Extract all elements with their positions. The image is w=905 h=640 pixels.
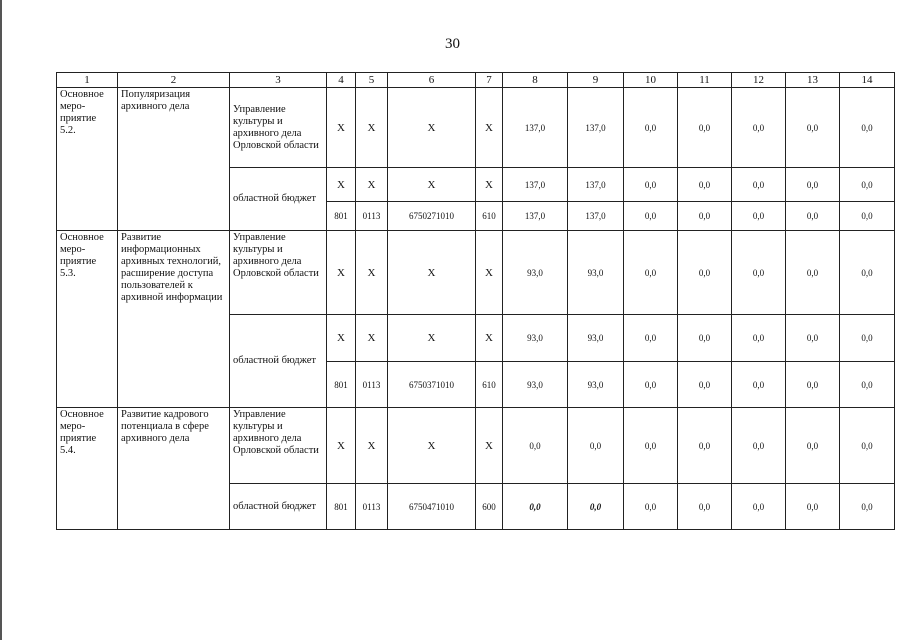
cell: 610 — [476, 202, 503, 231]
org-cell: Управление культуры и архивного дела Орловской области — [230, 88, 327, 168]
cell: 801 — [327, 362, 356, 408]
cell: 0,0 — [732, 408, 786, 484]
cell: X — [327, 315, 356, 362]
cell: 0,0 — [786, 88, 840, 168]
cell: X — [388, 231, 476, 315]
cell: 0113 — [356, 202, 388, 231]
cell: 0,0 — [786, 408, 840, 484]
cell: 93,0 — [503, 231, 568, 315]
cell: 93,0 — [568, 315, 624, 362]
budget-table — [56, 72, 895, 530]
header-cell: 11 — [678, 73, 732, 88]
cell: 0,0 — [786, 168, 840, 202]
cell: 0,0 — [840, 168, 895, 202]
cell: 0,0 — [732, 168, 786, 202]
cell: 0,0 — [678, 315, 732, 362]
cell: 0,0 — [840, 231, 895, 315]
cell: 0,0 — [732, 202, 786, 231]
header-cell: 5 — [356, 73, 388, 88]
header-cell: 9 — [568, 73, 624, 88]
table-row — [57, 408, 895, 484]
cell: 0,0 — [624, 315, 678, 362]
cell: 0,0 — [840, 408, 895, 484]
cell: 137,0 — [503, 168, 568, 202]
cell: 0,0 — [624, 88, 678, 168]
cell: 0,0 — [624, 168, 678, 202]
header-cell: 2 — [118, 73, 230, 88]
header-cell: 12 — [732, 73, 786, 88]
cell: 0,0 — [624, 408, 678, 484]
cell: X — [388, 315, 476, 362]
table-row — [57, 231, 895, 315]
cell: X — [356, 231, 388, 315]
cell: X — [476, 315, 503, 362]
cell: X — [327, 408, 356, 484]
cell: 137,0 — [568, 202, 624, 231]
cell: 0113 — [356, 484, 388, 530]
cell: 0,0 — [840, 88, 895, 168]
cell: 0,0 — [732, 315, 786, 362]
cell: X — [356, 168, 388, 202]
cell: 0,0 — [840, 362, 895, 408]
org-cell: областной бюджет — [230, 315, 327, 408]
activity-label: Основное меро-приятие 5.3. — [57, 231, 118, 408]
cell: X — [476, 231, 503, 315]
cell: 0,0 — [678, 231, 732, 315]
cell: X — [388, 408, 476, 484]
cell: 0,0 — [840, 315, 895, 362]
cell: X — [476, 88, 503, 168]
cell: 6750471010 — [388, 484, 476, 530]
cell: X — [327, 168, 356, 202]
scan-edge — [0, 0, 2, 640]
cell: 137,0 — [568, 168, 624, 202]
cell: 93,0 — [568, 231, 624, 315]
activity-name: Развитие кадрового потенциала в сфере архивного дела — [118, 408, 230, 530]
cell: 0,0 — [503, 408, 568, 484]
cell: 0,0 — [786, 231, 840, 315]
cell: 0,0 — [678, 88, 732, 168]
table-row — [57, 88, 895, 168]
cell: 0,0 — [732, 362, 786, 408]
activity-label: Основное меро-приятие 5.4. — [57, 408, 118, 530]
page-number: 30 — [445, 36, 460, 52]
cell: X — [356, 88, 388, 168]
activity-name: Развитие информационных архивных технологий, расширение доступа пользователей к архивной информации — [118, 231, 230, 408]
cell: X — [327, 88, 356, 168]
org-cell: областной бюджет — [230, 484, 327, 530]
cell: 801 — [327, 202, 356, 231]
activity-label: Основное меро-приятие 5.2. — [57, 88, 118, 231]
cell: 0,0 — [568, 484, 624, 530]
cell: 0,0 — [732, 231, 786, 315]
cell: 801 — [327, 484, 356, 530]
cell: 0,0 — [678, 484, 732, 530]
header-cell: 3 — [230, 73, 327, 88]
cell: 137,0 — [503, 202, 568, 231]
cell: 0,0 — [678, 202, 732, 231]
cell: 0,0 — [624, 484, 678, 530]
cell: 0,0 — [786, 362, 840, 408]
cell: 0,0 — [786, 484, 840, 530]
cell: X — [388, 88, 476, 168]
cell: X — [356, 408, 388, 484]
cell: X — [476, 168, 503, 202]
header-cell: 6 — [388, 73, 476, 88]
cell: 93,0 — [503, 362, 568, 408]
header-cell: 4 — [327, 73, 356, 88]
cell: 0,0 — [678, 362, 732, 408]
cell: 0,0 — [568, 408, 624, 484]
cell: 0,0 — [732, 484, 786, 530]
cell: 0,0 — [624, 202, 678, 231]
cell: 0,0 — [840, 202, 895, 231]
cell: X — [356, 315, 388, 362]
header-cell: 8 — [503, 73, 568, 88]
org-cell: областной бюджет — [230, 168, 327, 231]
cell: X — [388, 168, 476, 202]
cell: 0,0 — [503, 484, 568, 530]
header-row — [57, 73, 895, 88]
cell: 137,0 — [503, 88, 568, 168]
org-cell: Управление культуры и архивного дела Орловской области — [230, 408, 327, 484]
cell: 93,0 — [503, 315, 568, 362]
header-cell: 7 — [476, 73, 503, 88]
cell: 6750371010 — [388, 362, 476, 408]
cell: 0,0 — [624, 231, 678, 315]
cell: X — [476, 408, 503, 484]
cell: 137,0 — [568, 88, 624, 168]
cell: 0,0 — [732, 88, 786, 168]
cell: 0113 — [356, 362, 388, 408]
header-cell: 14 — [840, 73, 895, 88]
cell: 93,0 — [568, 362, 624, 408]
activity-name: Популяризация архивного дела — [118, 88, 230, 231]
cell: 0,0 — [678, 408, 732, 484]
cell: X — [327, 231, 356, 315]
cell: 6750271010 — [388, 202, 476, 231]
header-cell: 13 — [786, 73, 840, 88]
cell: 610 — [476, 362, 503, 408]
cell: 0,0 — [840, 484, 895, 530]
org-cell: Управление культуры и архивного дела Орловской области — [230, 231, 327, 315]
header-cell: 1 — [57, 73, 118, 88]
header-cell: 10 — [624, 73, 678, 88]
cell: 0,0 — [678, 168, 732, 202]
cell: 0,0 — [624, 362, 678, 408]
cell: 0,0 — [786, 315, 840, 362]
cell: 600 — [476, 484, 503, 530]
cell: 0,0 — [786, 202, 840, 231]
